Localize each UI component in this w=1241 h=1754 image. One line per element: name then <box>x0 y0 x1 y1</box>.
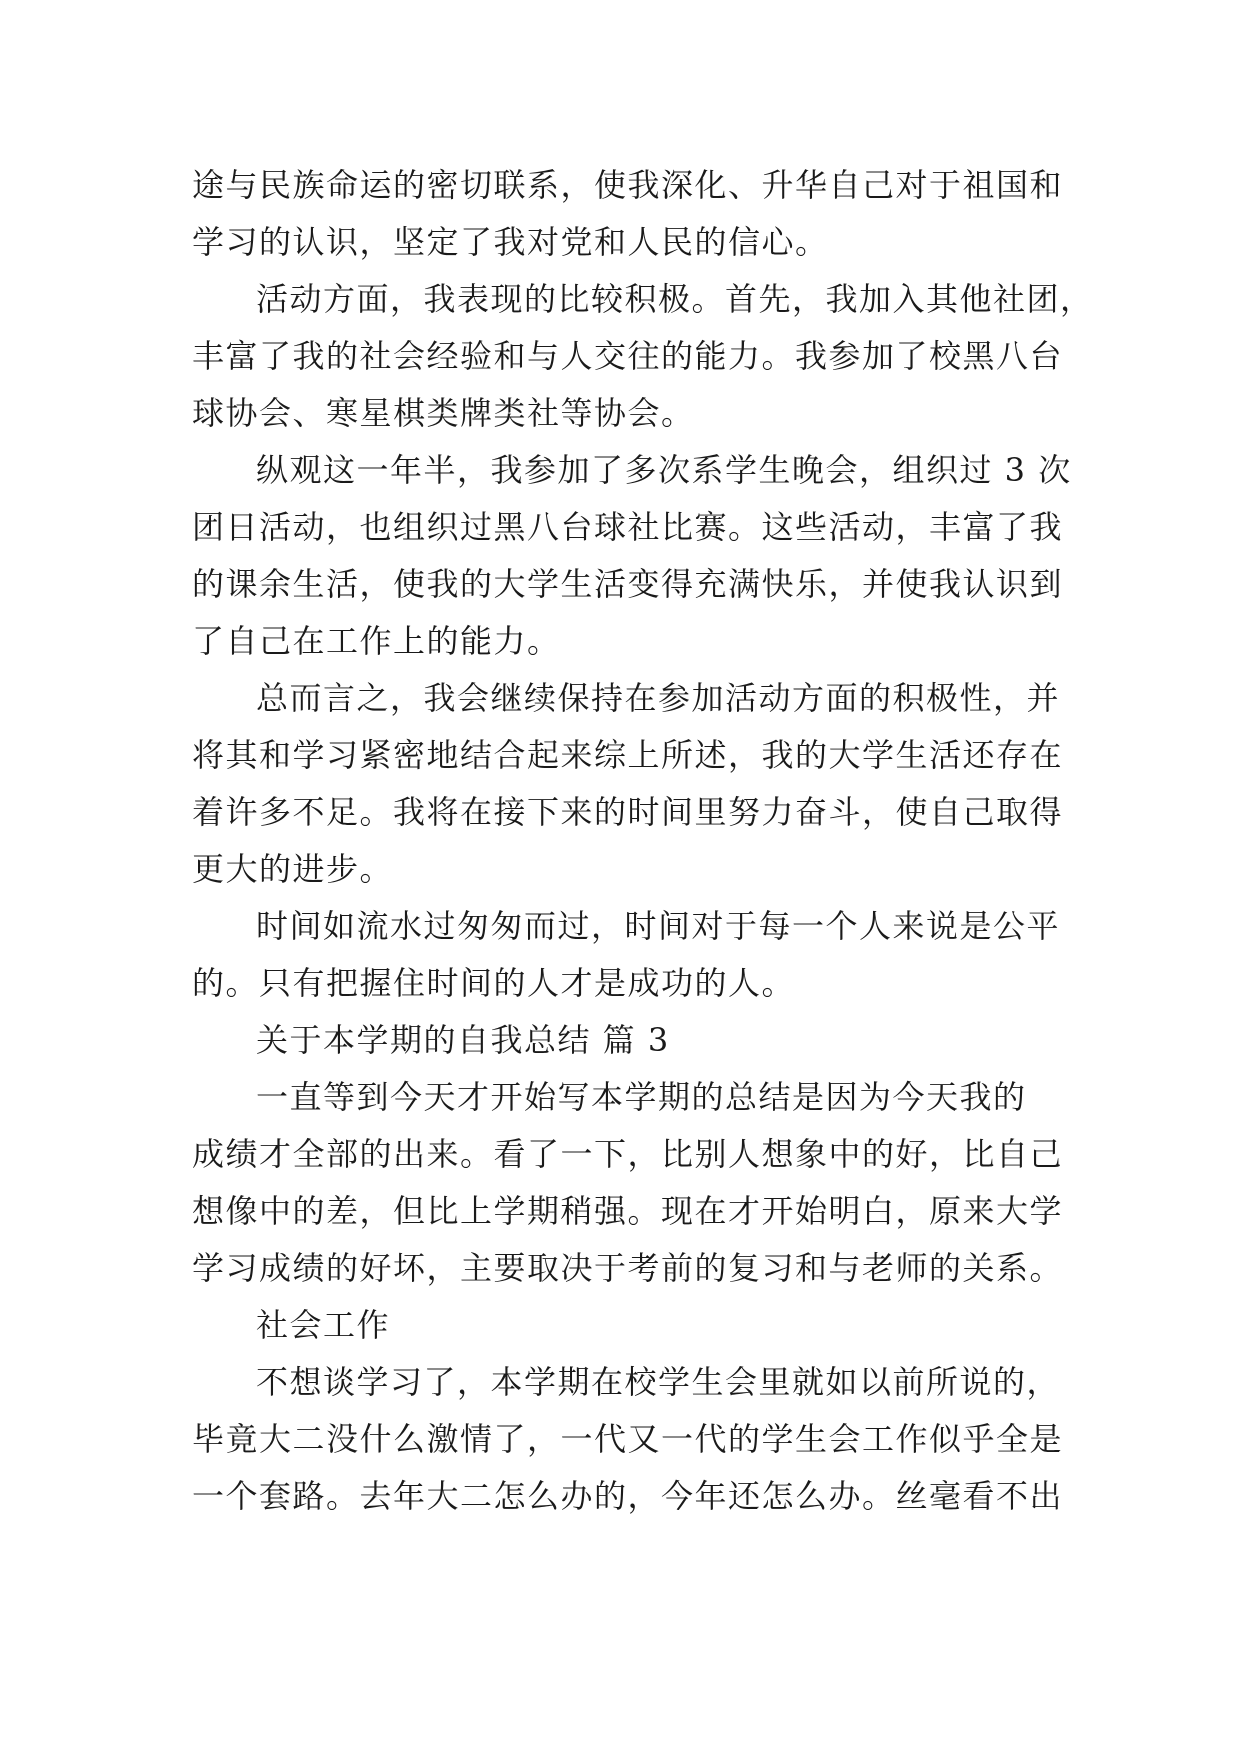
paragraph-line: 纵观这一年半，我参加了多次系学生晚会，组织过 3 次 <box>256 451 1072 489</box>
paragraph-line: 球协会、寒星棋类牌类社等协会。 <box>192 394 695 432</box>
paragraph-line: 学习成绩的好坏，主要取决于考前的复习和与老师的关系。 <box>192 1249 1064 1287</box>
paragraph-line: 活动方面，我表现的比较积极。首先，我加入其他社团， <box>256 280 1094 318</box>
paragraph-line: 时间如流水过匆匆而过，时间对于每一个人来说是公平 <box>256 907 1061 945</box>
paragraph-line: 丰富了我的社会经验和与人交往的能力。我参加了校黑八台 <box>192 337 1064 375</box>
paragraph-line: 总而言之，我会继续保持在参加活动方面的积极性，并 <box>256 679 1061 717</box>
paragraph-line: 成绩才全部的出来。看了一下，比别人想象中的好，比自己 <box>192 1135 1064 1173</box>
paragraph-line: 不想谈学习了，本学期在校学生会里就如以前所说的， <box>256 1363 1061 1401</box>
paragraph-line: 途与民族命运的密切联系，使我深化、升华自己对于祖国和 <box>192 166 1064 204</box>
paragraph-line: 了自己在工作上的能力。 <box>192 622 561 660</box>
paragraph-line: 更大的进步。 <box>192 850 394 888</box>
paragraph-line: 将其和学习紧密地结合起来综上所述，我的大学生活还存在 <box>192 736 1064 774</box>
paragraph-line: 的。只有把握住时间的人才是成功的人。 <box>192 964 796 1002</box>
paragraph-line: 学习的认识，坚定了我对党和人民的信心。 <box>192 223 829 261</box>
paragraph-line: 毕竟大二没什么激情了，一代又一代的学生会工作似乎全是 <box>192 1420 1064 1458</box>
subsection-heading: 社会工作 <box>256 1306 391 1344</box>
paragraph-line: 一个套路。去年大二怎么办的，今年还怎么办。丝毫看不出 <box>192 1477 1064 1515</box>
paragraph-line: 着许多不足。我将在接下来的时间里努力奋斗，使自己取得 <box>192 793 1064 831</box>
paragraph-line: 的课余生活，使我的大学生活变得充满快乐，并使我认识到 <box>192 565 1064 603</box>
paragraph-line: 一直等到今天才开始写本学期的总结是因为今天我的 <box>256 1078 1027 1116</box>
paragraph-line: 团日活动，也组织过黑八台球社比赛。这些活动，丰富了我 <box>192 508 1064 546</box>
section-heading: 关于本学期的自我总结 篇 3 <box>256 1021 670 1059</box>
paragraph-line: 想像中的差，但比上学期稍强。现在才开始明白，原来大学 <box>192 1192 1064 1230</box>
